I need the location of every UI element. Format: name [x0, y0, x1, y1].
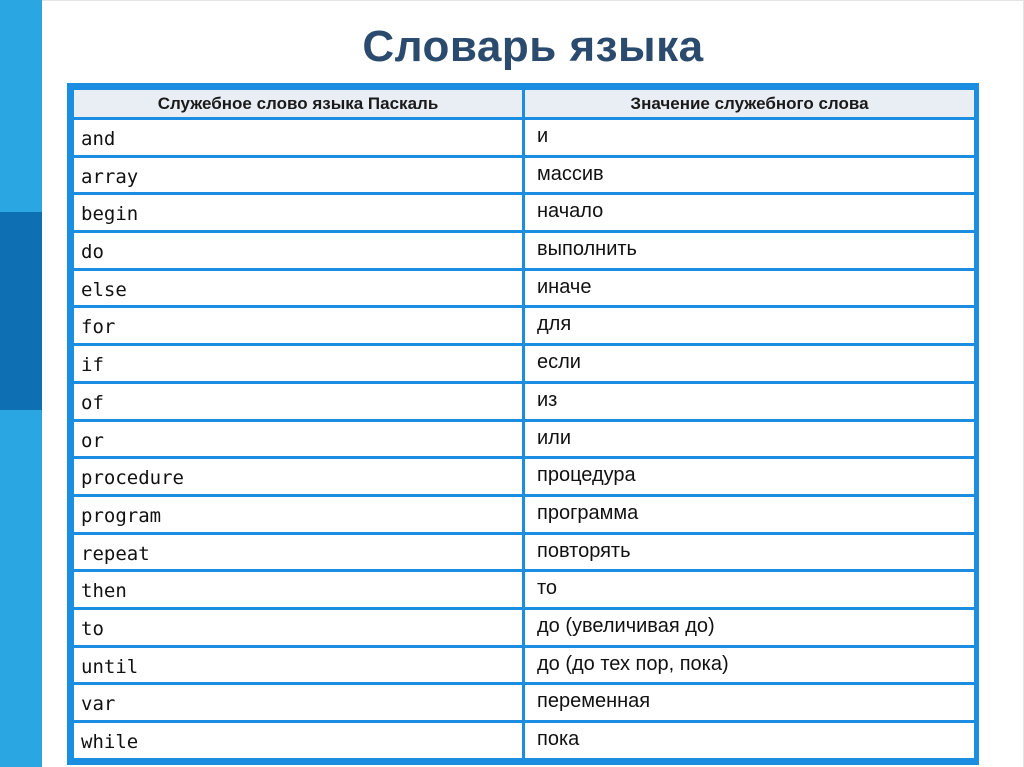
keyword-cell: or: [74, 422, 522, 457]
page-title: Словарь языка: [362, 22, 704, 71]
column-header-meaning: Значение служебного слова: [525, 90, 974, 117]
keyword-cell: do: [74, 233, 522, 268]
meaning-cell: до (увеличивая до): [525, 610, 974, 645]
keyword-cell: then: [74, 572, 522, 607]
meaning-cell: из: [525, 384, 974, 419]
slide-border-top: [42, 0, 1024, 1]
column-header-keyword: Служебное слово языка Паскаль: [74, 90, 522, 117]
meaning-cell: начало: [525, 195, 974, 230]
side-accent-block: [0, 212, 42, 410]
keyword-cell: repeat: [74, 535, 522, 570]
keyword-cell: procedure: [74, 459, 522, 494]
meaning-cell: или: [525, 422, 974, 457]
keyword-cell: begin: [74, 195, 522, 230]
meaning-cell: переменная: [525, 685, 974, 720]
meaning-cell: массив: [525, 158, 974, 193]
keyword-cell: for: [74, 308, 522, 343]
meaning-cell: повторять: [525, 535, 974, 570]
dictionary-grid: [74, 90, 973, 760]
keyword-cell: else: [74, 271, 522, 306]
keyword-cell: if: [74, 346, 522, 381]
meaning-cell: иначе: [525, 271, 974, 306]
meaning-cell: процедура: [525, 459, 974, 494]
meaning-cell: программа: [525, 497, 974, 532]
meaning-cell: то: [525, 572, 974, 607]
keyword-cell: var: [74, 685, 522, 720]
keyword-cell: until: [74, 648, 522, 683]
keyword-cell: array: [74, 158, 522, 193]
dictionary-table: [67, 83, 979, 765]
meaning-cell: для: [525, 308, 974, 343]
meaning-cell: до (до тех пор, пока): [525, 648, 974, 683]
keyword-cell: of: [74, 384, 522, 419]
keyword-cell: to: [74, 610, 522, 645]
meaning-cell: выполнить: [525, 233, 974, 268]
keyword-cell: and: [74, 120, 522, 155]
meaning-cell: и: [525, 120, 974, 155]
keyword-cell: program: [74, 497, 522, 532]
meaning-cell: пока: [525, 723, 974, 758]
keyword-cell: while: [74, 723, 522, 758]
meaning-cell: если: [525, 346, 974, 381]
